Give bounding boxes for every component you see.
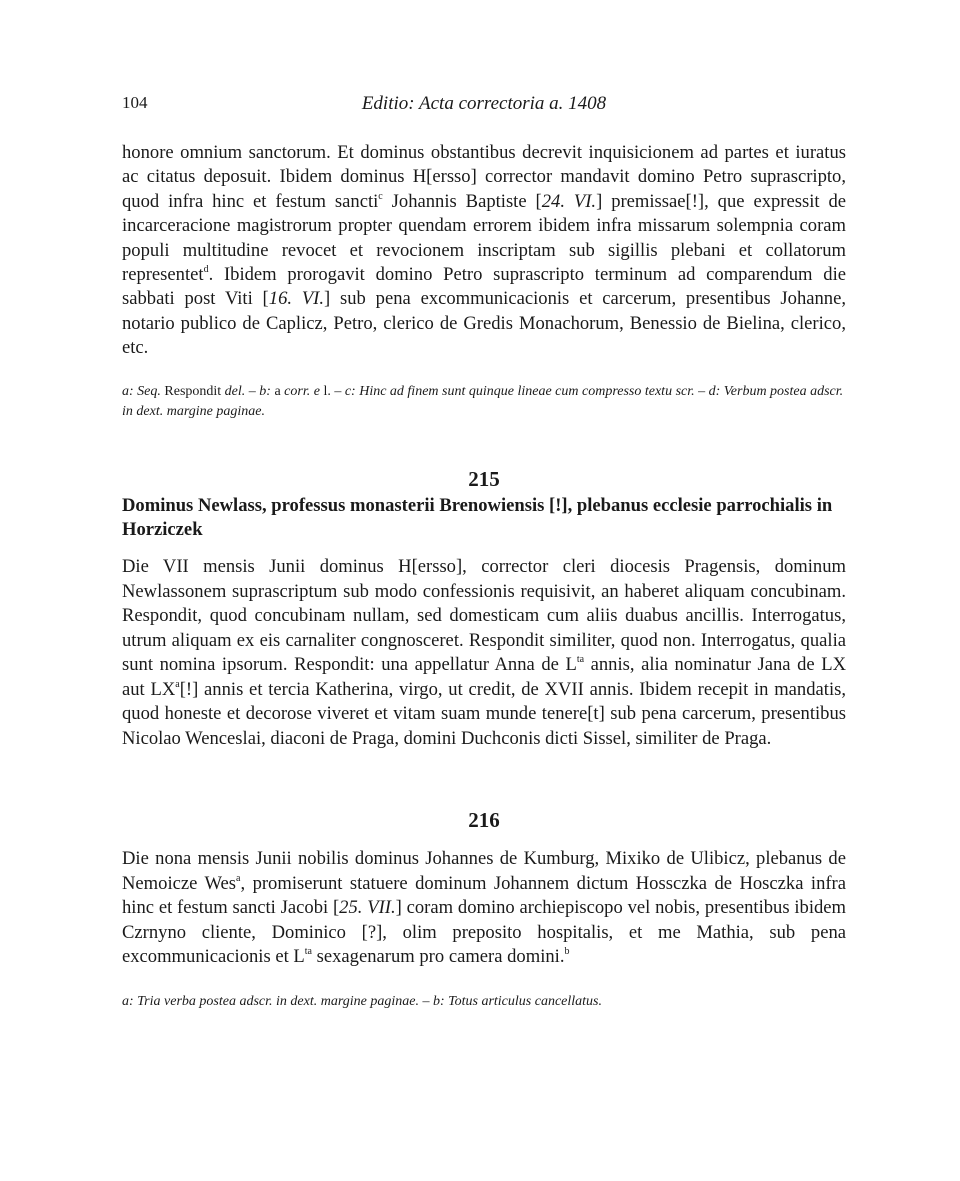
note-marker-b: b: [564, 946, 570, 957]
entry-number-216: 216: [468, 808, 500, 832]
entry-214-text: honore omnium sanctorum. Et dominus obstantibus decrevit inquisicionem ad partes et iuratus ac citatus deposuit. Ibidem dominus H[ersso] corrector mandavit domino Petro suprascripto, quod infra hinc et festum sancti$^c$ Johannis Baptiste [24. VI.] premissae[!], que expressit de incarceracione magistrorum propter quendam errorem ibidem infra missarum solempnia coram populi multitudine revocet et revocionem inscriptam sub sigillis plebani et collatorum representet$^d$. Ibidem prorogavit domino Petro suprascripto terminum ad comparendum die sabbati post Viti [16. VI.] sub pena excommunicacionis et carcerum, presentibus Johanne, notario publico de Caplicz, Petro, clerico de Gredis Monachorum, Benessio de Bielina, clerico, etc.: [122, 142, 847, 359]
running-title: Editio: Acta correctoria a. 1408: [361, 93, 607, 114]
entry-215-body: [122, 555, 846, 751]
notes-216: [122, 992, 846, 1012]
entry-215-text: Die VII mensis Junii dominus H[ersso], corrector cleri diocesis Pragensis, dominum Newlassonem suprascriptum sub modo confessionis requisivit, an haberet aliquam concubinam. Respondit, quod concubinam nullam, sed domesticam cum aliis duabus ancillis. Interrogatus, utrum aliquam ex eis carnaliter congnosceret. Respondit similiter, quod non. Interrogatus, qualia sunt nomina ipsorum. Respondit: una appellatur Anna de $L^{ta}$ annis, alia nominatur Jana de LX aut $LX^a[!]$ annis et tercia Katherina, virgo, ut credit, de XVII annis. Ibidem recepit in mandatis, quod honeste et decorose viveret et vitam suam munde tenere[t] sub pena carcerum, presentibus Nicolao Wenceslai, diaconi de Praga, domini Duchconis dicti Sissel, similiter de Praga.: [122, 556, 846, 749]
note-marker-d: d: [203, 264, 209, 276]
note-marker-c: c: [378, 190, 383, 202]
page-number: 104: [122, 93, 148, 112]
apparatus-notes-214: a: Seq. Respondit del. – b: a corr. e l. – c: Hinc ad finem sunt quinque lineae cum compresso textu scr. – d: Verbum postea adscr. in dext. margine paginae.: [122, 384, 844, 419]
entry-216-text: Die nona mensis Junii nobilis dominus Johannes de Kumburg, Mixiko de Ulibicz, plebanus de Nemoicze Wes$^a$, promiserunt statuere dominum Johannem dictum Hossczka de Hosczka infra hinc et festum sancti Jacobi [25. VII.] coram domino archiepiscopo vel nobis, presentibus ibidem Czrnyno cliente, Dominico [?], olim preposito hospitalis, et me Mathia, sub pena excommunicacionis et $L^{ta}$ sexagenarum pro camera domini.$^b$: [122, 848, 847, 967]
entry-214-continuation: [122, 141, 846, 361]
date-25-vii: 25. VII.: [339, 897, 396, 918]
date-16-vi: 16. VI.: [268, 288, 325, 310]
entry-216-body: [122, 847, 846, 970]
notes-214: [122, 382, 846, 422]
entry-215-heading: Dominus Newlass, professus monasterii Brenowiensis [!], plebanus ecclesie parrochialis in Horziczek: [122, 495, 833, 540]
entry-number-215: 215: [468, 467, 500, 491]
apparatus-notes-216: a: Tria verba postea adscr. in dext. margine paginae. – b: Totus articulus cancellatus.: [122, 994, 602, 1009]
date-24-vi: 24. VI.: [541, 190, 597, 212]
running-head: [122, 93, 846, 119]
note-marker-a: a: [236, 872, 241, 884]
